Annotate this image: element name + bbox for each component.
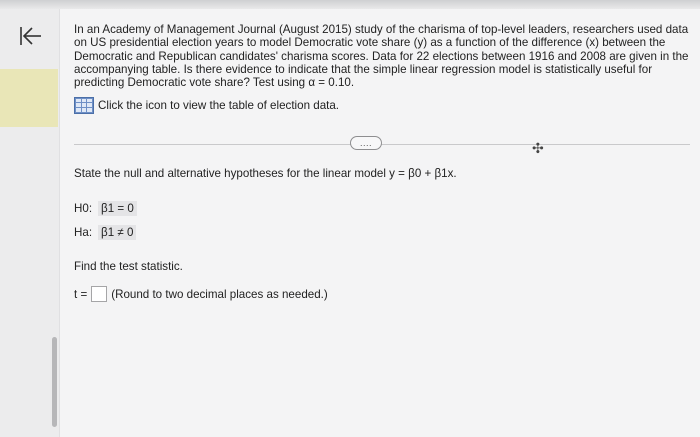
t-label: t = (74, 287, 88, 301)
rail-highlight (0, 69, 58, 127)
table-icon[interactable] (74, 97, 94, 114)
table-link-text[interactable]: Click the icon to view the table of election data. (98, 98, 340, 112)
problem-intro: In an Academy of Management Journal (August 2015) study of the charisma of top-level leaders, researchers used data on US presidential election years to model Democratic vote share (y) as a function of the difference (x) between the Democratic and Republican candidates' charisma scores. Data for 22 elections between 1916 and 2008 are given in the accompanying table. Is there evidence to indicate that the simple linear regression model is statistically useful for predicting Democratic vote share? Test using α = 0.10. (74, 23, 689, 90)
back-arrow-icon[interactable] (18, 24, 44, 48)
hypothesis-question: State the null and alternative hypotheses for the linear model y = β0 + β1x. (74, 167, 457, 180)
alternative-hypothesis (74, 225, 136, 240)
ha-answer[interactable]: β1 ≠ 0 (98, 225, 136, 240)
move-cursor-icon: ✣ (532, 140, 544, 156)
rail-scrollbar[interactable] (52, 337, 57, 427)
section-divider (74, 144, 690, 145)
h0-answer[interactable]: β1 = 0 (98, 201, 137, 216)
t-answer-input[interactable] (91, 286, 107, 302)
ha-label: Ha: (74, 226, 93, 239)
table-link[interactable] (74, 95, 339, 115)
null-hypothesis (74, 201, 137, 216)
find-statistic-prompt: Find the test statistic. (74, 260, 183, 273)
test-statistic-row (74, 286, 328, 302)
round-note: (Round to two decimal places as needed.) (111, 287, 328, 301)
h0-label: H0: (74, 202, 93, 215)
top-strip (0, 0, 700, 9)
question-panel (60, 9, 700, 437)
expand-button[interactable] (350, 136, 382, 150)
left-rail (0, 9, 60, 437)
expand-dots: .... (359, 138, 372, 148)
